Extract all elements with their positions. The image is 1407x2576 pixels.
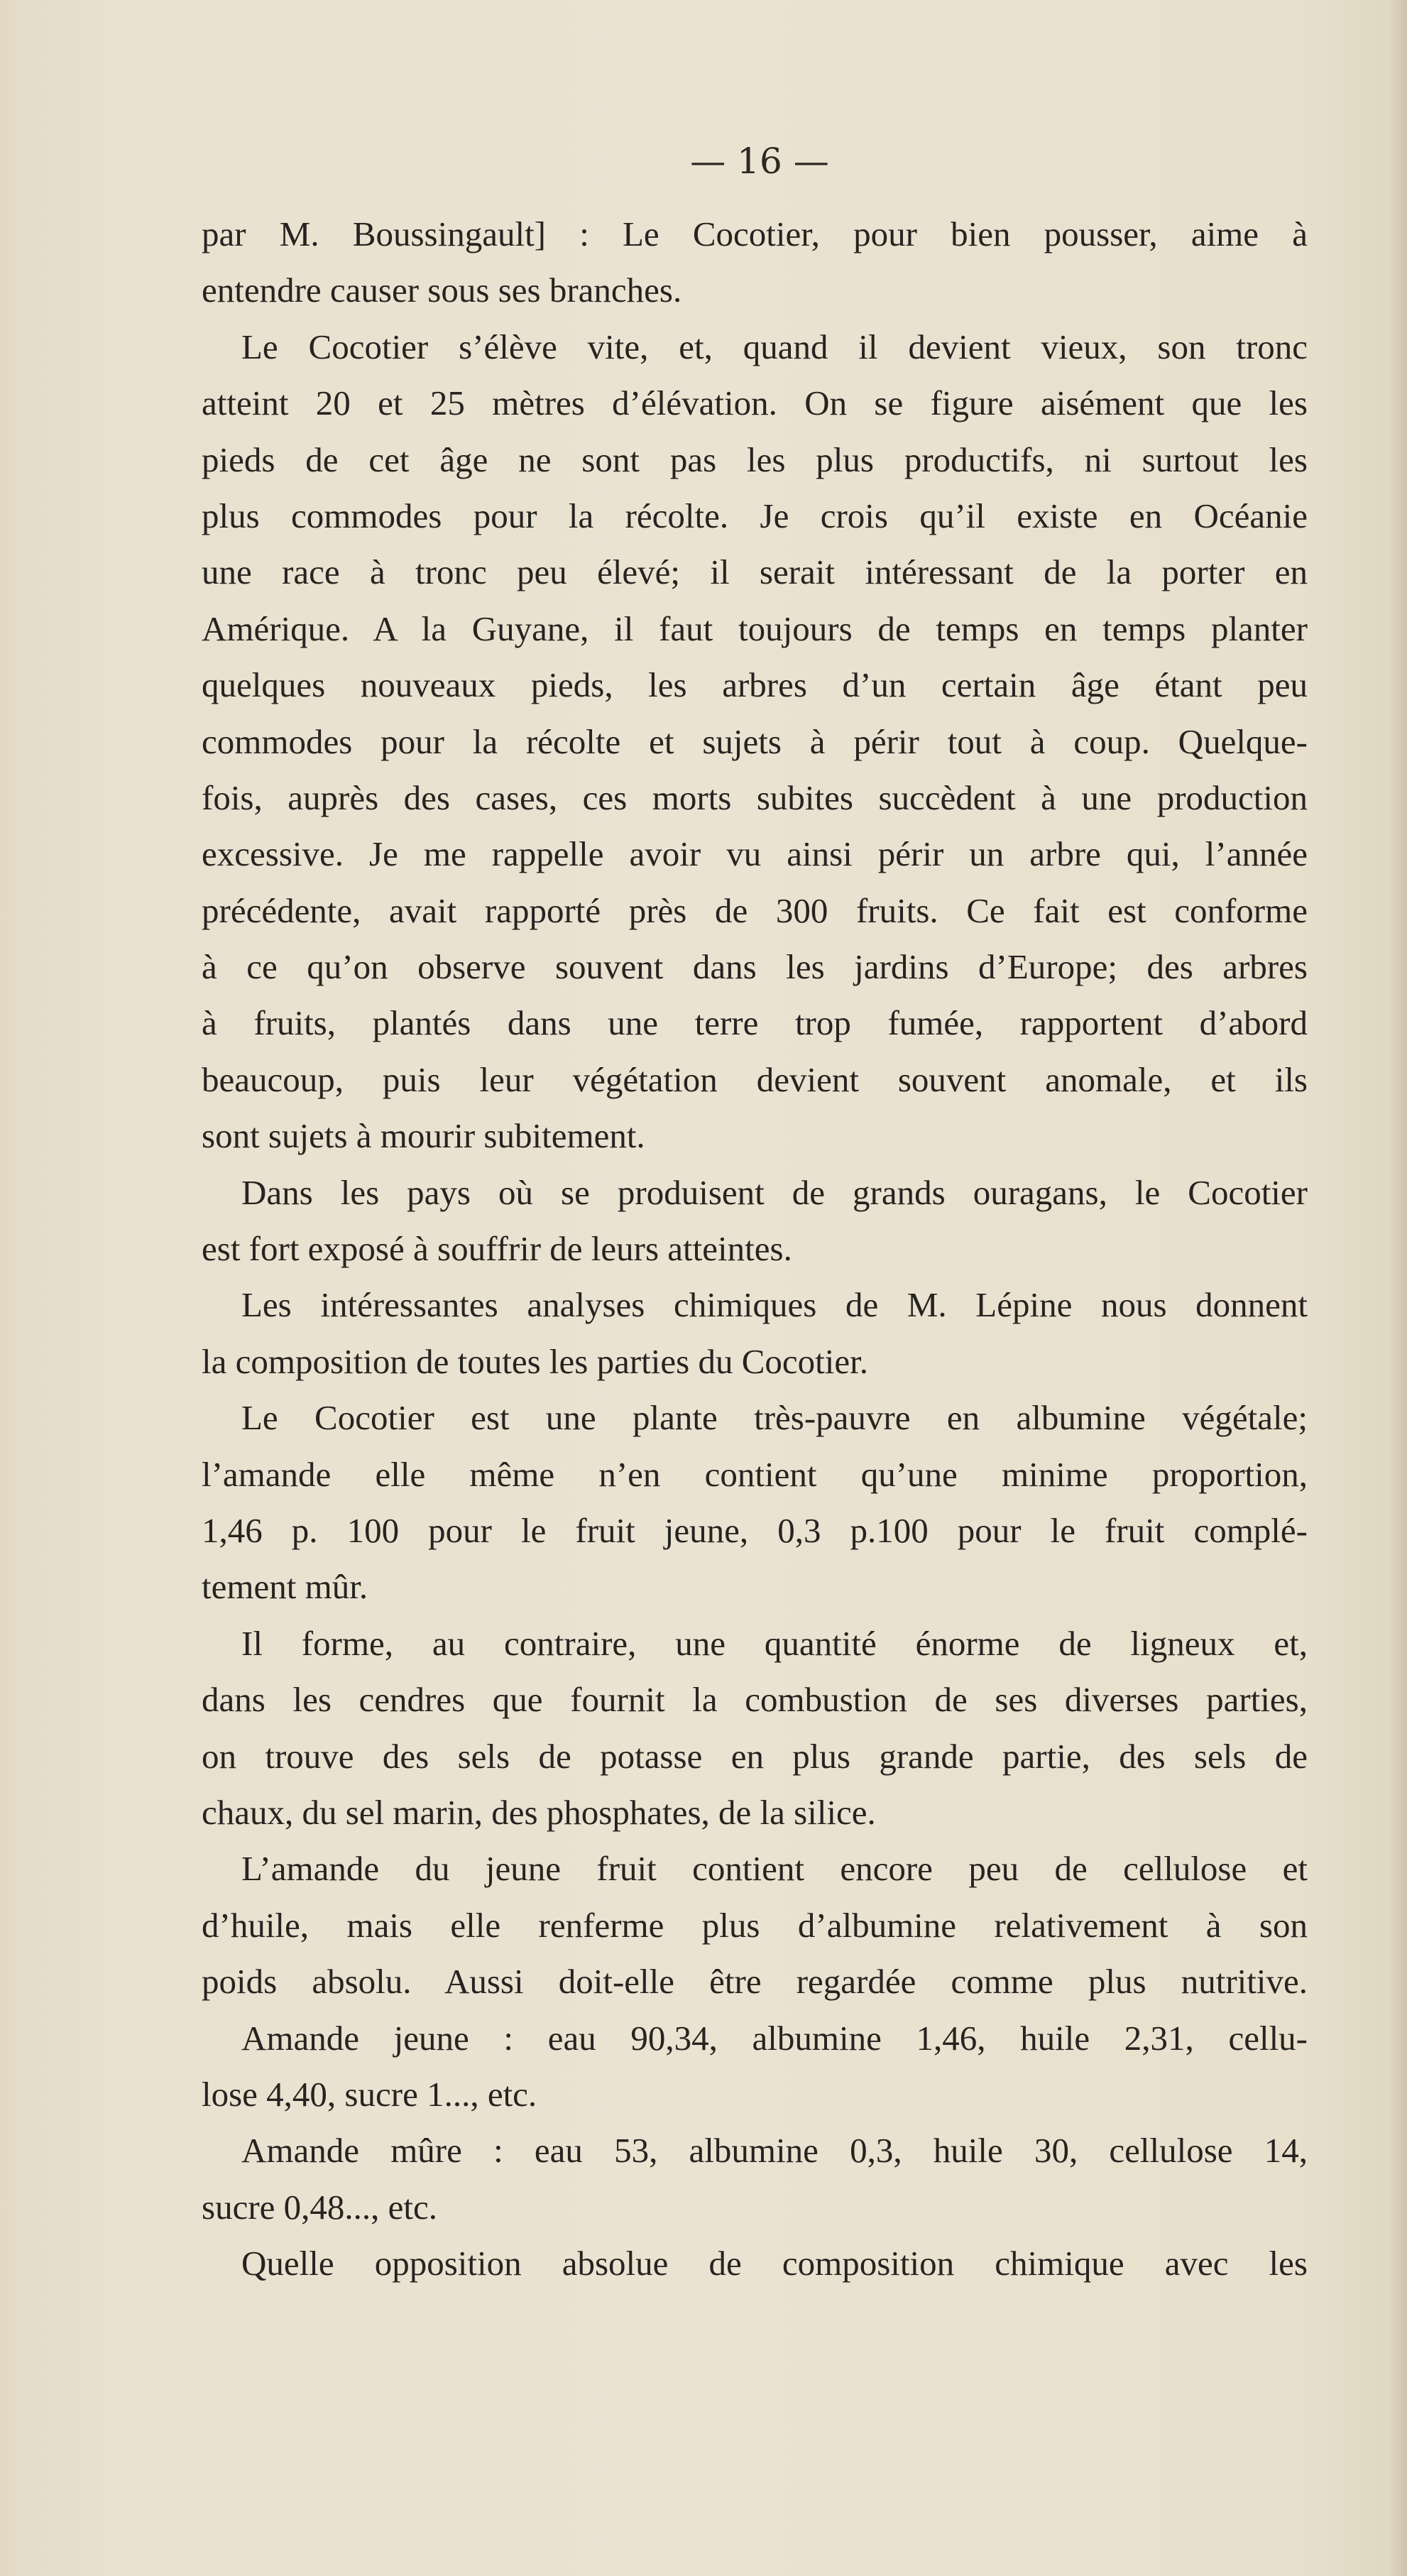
text-line: sucre 0,48..., etc. xyxy=(202,2187,437,2227)
page-number: — 16 — xyxy=(690,141,829,182)
text-line: l’amande elle même n’en contient qu’une minime proportion, xyxy=(202,1454,1308,1494)
text-line: on trouve des sels de potasse en plus grande partie, des sels de xyxy=(202,1736,1308,1776)
text-line: une race à tronc peu élevé; il serait intéressant de la porter en xyxy=(202,552,1308,592)
text-line: pieds de cet âge ne sont pas les plus productifs, ni surtout les xyxy=(202,440,1308,479)
text-line: à ce qu’on observe souvent dans les jardins d’Europe; des arbres xyxy=(202,947,1308,987)
text-line: sont sujets à mourir subitement. xyxy=(202,1116,645,1156)
text-line: fois, auprès des cases, ces morts subites succèdent à une production xyxy=(202,777,1308,817)
text-line: tement mûr. xyxy=(202,1567,368,1607)
text-line: Amande jeune : eau 90,34, albumine 1,46, huile 2,31, cellu- xyxy=(241,2018,1308,2058)
text-line: atteint 20 et 25 mètres d’élévation. On se figure aisément que les xyxy=(202,383,1308,423)
text-line: à fruits, plantés dans une terre trop fumée, rapportent d’abord xyxy=(202,1003,1308,1043)
text-line: précédente, avait rapporté près de 300 fruits. Ce fait est conforme xyxy=(202,890,1308,930)
text-line: lose 4,40, sucre 1..., etc. xyxy=(202,2074,537,2114)
text-line: 1,46 p. 100 pour le fruit jeune, 0,3 p.100 pour le fruit complé- xyxy=(202,1510,1308,1550)
text-line: Les intéressantes analyses chimiques de M. Lépine nous donnent xyxy=(241,1285,1308,1325)
text-line: excessive. Je me rappelle avoir vu ainsi périr un arbre qui, l’année xyxy=(202,834,1308,874)
page-edge-shadow xyxy=(1389,0,1407,2576)
text-line: Il forme, au contraire, une quantité énorme de ligneux et, xyxy=(241,1623,1308,1663)
text-line: la composition de toutes les parties du Cocotier. xyxy=(202,1341,868,1381)
text-line: plus commodes pour la récolte. Je crois qu’il existe en Océanie xyxy=(202,496,1308,535)
text-line: dans les cendres que fournit la combustion de ses diverses parties, xyxy=(202,1680,1308,1720)
text-line: beaucoup, puis leur végétation devient souvent anomale, et ils xyxy=(202,1059,1308,1099)
text-line: par M. Boussingault] : Le Cocotier, pour bien pousser, aime à xyxy=(202,214,1308,253)
text-line: Dans les pays où se produisent de grands ouragans, le Cocotier xyxy=(241,1172,1308,1212)
text-line: Le Cocotier s’élève vite, et, quand il devient vieux, son tronc xyxy=(241,327,1308,366)
text-line: est fort exposé à souffrir de leurs atteintes. xyxy=(202,1229,792,1269)
text-line: chaux, du sel marin, des phosphates, de la silice. xyxy=(202,1792,876,1832)
text-line: Le Cocotier est une plante très-pauvre en albumine végétale; xyxy=(241,1398,1308,1438)
text-line: L’amande du jeune fruit contient encore peu de cellulose et xyxy=(241,1849,1308,1889)
text-line: Amande mûre : eau 53, albumine 0,3, huile 30, cellulose 14, xyxy=(241,2131,1308,2171)
text-line: d’huile, mais elle renferme plus d’albumine relativement à son xyxy=(202,1905,1308,1945)
text-line: quelques nouveaux pieds, les arbres d’un certain âge étant peu xyxy=(202,665,1308,705)
text-line: Amérique. A la Guyane, il faut toujours de temps en temps planter xyxy=(202,608,1308,648)
body-text xyxy=(202,206,1308,2291)
text-line: poids absolu. Aussi doit-elle être regardée comme plus nutritive. xyxy=(202,1962,1308,2002)
text-line: Quelle opposition absolue de composition chimique avec les xyxy=(241,2244,1308,2283)
text-line: commodes pour la récolte et sujets à périr tout à coup. Quelque- xyxy=(202,721,1308,761)
text-line: entendre causer sous ses branches. xyxy=(202,271,682,310)
